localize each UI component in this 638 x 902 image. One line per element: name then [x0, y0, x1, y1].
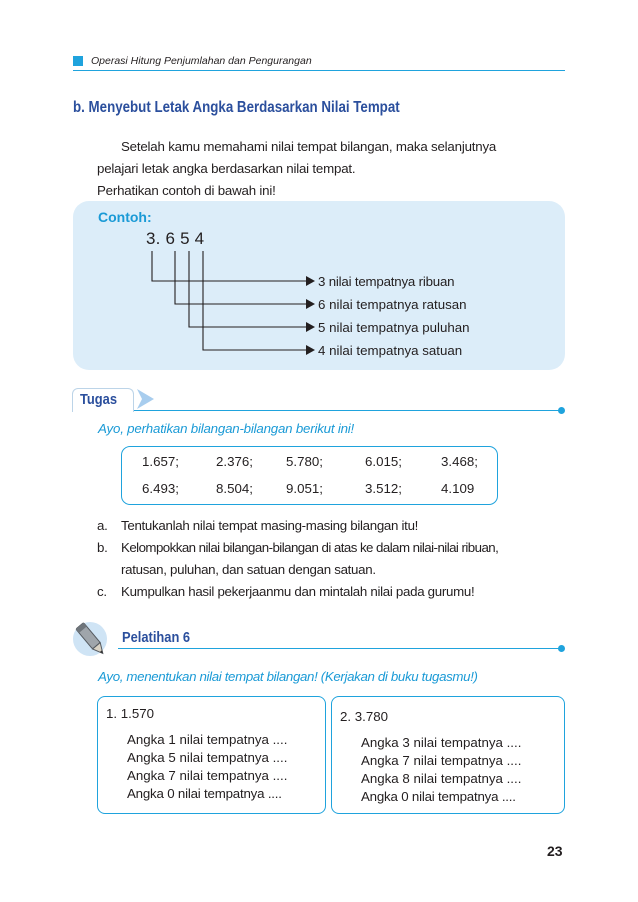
pelatihan-rule-end-dot — [558, 645, 565, 652]
exercise-1-item: Angka 0 nilai tempatnya .... — [127, 786, 282, 801]
tugas-rule — [134, 410, 562, 411]
example-number: 3. 6 5 4 — [146, 229, 205, 248]
number-cell: 5.780; — [286, 454, 323, 469]
intro-paragraph-line-2: pelajari letak angka berdasarkan nilai tempat. — [97, 161, 356, 176]
connector-puluhan — [189, 251, 306, 327]
header-square-icon — [73, 56, 83, 66]
arrow-head-2 — [306, 299, 315, 309]
connector-satuan — [203, 251, 306, 350]
pelatihan-intro: Ayo, menentukan nilai tempat bilangan! (Kerjakan di buku tugasmu!) — [98, 669, 478, 684]
number-cell: 4.109 — [441, 481, 475, 496]
exercise-1-item: Angka 1 nilai tempatnya .... — [127, 732, 288, 747]
task-text: Kumpulkan hasil pekerjaanmu dan mintalah nilai pada gurumu! — [121, 584, 475, 599]
exercise-2-item: Angka 7 nilai tempatnya .... — [361, 753, 522, 768]
task-letter: a. — [97, 518, 108, 533]
task-letter: c. — [97, 584, 107, 599]
intro-paragraph-line-3: Perhatikan contoh di bawah ini! — [97, 183, 276, 198]
number-cell: 3.512; — [365, 481, 402, 496]
task-text: Tentukanlah nilai tempat masing-masing bilangan itu! — [121, 518, 419, 533]
page-number: 23 — [547, 843, 563, 859]
header-rule — [73, 70, 565, 71]
task-text: Kelompokkan nilai bilangan-bilangan di atas ke dalam nilai-nilai ribuan, — [121, 540, 499, 555]
exercise-2-item: Angka 8 nilai tempatnya .... — [361, 771, 522, 786]
exercise-1-heading: 1. 1.570 — [106, 706, 155, 721]
running-header: Operasi Hitung Penjumlahan dan Pengurangan — [91, 55, 312, 67]
pencil-icon — [70, 617, 114, 661]
number-cell: 6.493; — [142, 481, 179, 496]
arrow-head-1 — [306, 276, 315, 286]
example-label: Contoh: — [98, 209, 152, 225]
task-b-continuation: ratusan, puluhan, dan satuan dengan satuan. — [121, 562, 376, 577]
task-letter: b. — [97, 540, 108, 555]
explanation-ratusan: 6 nilai tempatnya ratusan — [318, 297, 467, 312]
tugas-arrow-icon — [134, 387, 158, 411]
exercise-1-item: Angka 7 nilai tempatnya .... — [127, 768, 288, 783]
arrow-head-3 — [306, 322, 315, 332]
pelatihan-heading: Pelatihan 6 — [122, 629, 191, 646]
exercise-2-item: Angka 3 nilai tempatnya .... — [361, 735, 522, 750]
number-cell: 2.376; — [216, 454, 253, 469]
tugas-heading: Tugas — [80, 391, 118, 408]
exercise-1-item: Angka 5 nilai tempatnya .... — [127, 750, 288, 765]
exercise-1-box — [97, 696, 326, 814]
number-cell: 8.504; — [216, 481, 253, 496]
exercise-2-box — [331, 696, 565, 814]
arrow-head-4 — [306, 345, 315, 355]
number-cell: 3.468; — [441, 454, 478, 469]
explanation-satuan: 4 nilai tempatnya satuan — [318, 343, 463, 358]
number-cell: 6.015; — [365, 454, 402, 469]
intro-paragraph-line-1: Setelah kamu memahami nilai tempat bilangan, maka selanjutnya — [121, 139, 497, 154]
tugas-rule-end-dot — [558, 407, 565, 414]
exercise-2-heading: 2. 3.780 — [340, 709, 389, 724]
explanation-ribuan: 3 nilai tempatnya ribuan — [318, 274, 455, 289]
number-cell: 1.657; — [142, 454, 179, 469]
connector-ratusan — [175, 251, 306, 304]
section-title: b. Menyebut Letak Angka Berdasarkan Nilai Tempat — [73, 99, 400, 116]
exercise-2-item: Angka 0 nilai tempatnya .... — [361, 789, 516, 804]
numbers-box — [121, 446, 498, 505]
explanation-puluhan: 5 nilai tempatnya puluhan — [318, 320, 470, 335]
number-cell: 9.051; — [286, 481, 323, 496]
tugas-intro: Ayo, perhatikan bilangan-bilangan berikut ini! — [98, 421, 355, 436]
pelatihan-rule — [118, 648, 562, 649]
